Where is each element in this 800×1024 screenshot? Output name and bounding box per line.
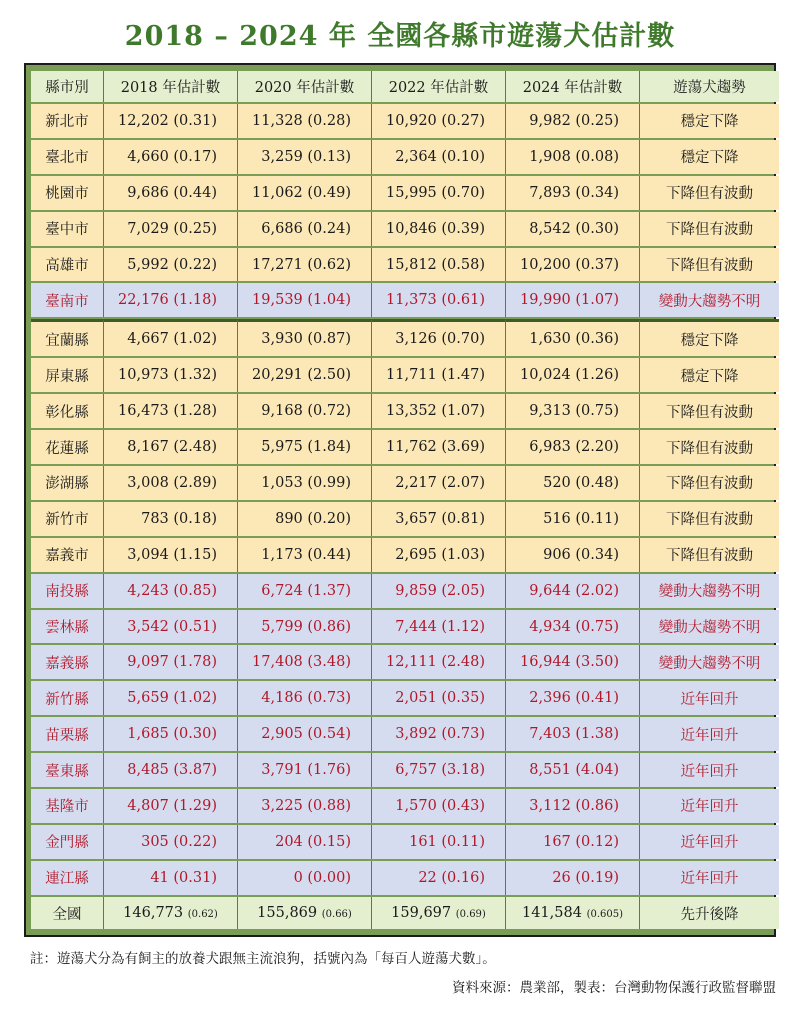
- value-2018-cell: 4,660 (0.17): [103, 140, 237, 174]
- county-cell: 基隆市: [31, 789, 103, 823]
- county-cell: 高雄市: [31, 248, 103, 282]
- value-2018-cell: 5,992 (0.22): [103, 248, 237, 282]
- value-2018-cell: 783 (0.18): [103, 502, 237, 536]
- value-2024-cell: 167 (0.12): [505, 825, 639, 859]
- value-2018-cell: 305 (0.22): [103, 825, 237, 859]
- table-row: [31, 717, 779, 751]
- value-2020-cell: 19,539 (1.04): [237, 283, 371, 317]
- value-2022-cell: 22 (0.16): [371, 861, 505, 895]
- trend-cell: 近年回升: [639, 861, 779, 895]
- table-row: [31, 789, 779, 823]
- value-2022-cell: 12,111 (2.48): [371, 645, 505, 679]
- county-cell: 臺北市: [31, 140, 103, 174]
- trend-cell: 下降但有波動: [639, 394, 779, 428]
- value-2022-cell: 3,892 (0.73): [371, 717, 505, 751]
- county-cell: 澎湖縣: [31, 466, 103, 500]
- county-cell: 連江縣: [31, 861, 103, 895]
- trend-cell: 下降但有波動: [639, 502, 779, 536]
- header-row: [31, 71, 779, 102]
- value-2024-cell: 9,982 (0.25): [505, 104, 639, 138]
- table-row: [31, 502, 779, 536]
- table-row: [31, 574, 779, 608]
- trend-cell: 近年回升: [639, 717, 779, 751]
- value-2020-cell: 1,053 (0.99): [237, 466, 371, 500]
- county-cell: 花蓮縣: [31, 430, 103, 464]
- county-cell: 雲林縣: [31, 610, 103, 644]
- trend-cell: 下降但有波動: [639, 176, 779, 210]
- county-cell: 嘉義縣: [31, 645, 103, 679]
- value-2022-cell: 10,846 (0.39): [371, 212, 505, 246]
- county-cell: 桃園市: [31, 176, 103, 210]
- value-2024-cell: 6,983 (2.20): [505, 430, 639, 464]
- value-2022-cell: 1,570 (0.43): [371, 789, 505, 823]
- value-2024-cell: 1,908 (0.08): [505, 140, 639, 174]
- table-row: [31, 394, 779, 428]
- trend-cell: 近年回升: [639, 681, 779, 715]
- value-2024-cell: 26 (0.19): [505, 861, 639, 895]
- value-2018-cell: 5,659 (1.02): [103, 681, 237, 715]
- value-2020-cell: 11,062 (0.49): [237, 176, 371, 210]
- value-2018-cell: 3,094 (1.15): [103, 538, 237, 572]
- value-2024-cell: 520 (0.48): [505, 466, 639, 500]
- value-2022-cell: 6,757 (3.18): [371, 753, 505, 787]
- page-title: 2018 – 2024 年 全國各縣市遊蕩犬估計數: [124, 21, 676, 52]
- total-2022-rate: (0.69): [455, 909, 486, 920]
- value-2022-cell: 11,711 (1.47): [371, 358, 505, 392]
- table-row: [31, 538, 779, 572]
- trend-cell: 近年回升: [639, 825, 779, 859]
- value-2024-cell: 8,551 (4.04): [505, 753, 639, 787]
- table-row: [31, 466, 779, 500]
- value-2018-cell: 12,202 (0.31): [103, 104, 237, 138]
- value-2024-cell: 516 (0.11): [505, 502, 639, 536]
- trend-cell: 變動大趨勢不明: [639, 574, 779, 608]
- county-cell: 新竹市: [31, 502, 103, 536]
- total-2022-value: 159,697: [391, 905, 452, 921]
- trend-cell: 下降但有波動: [639, 248, 779, 282]
- trend-cell: 變動大趨勢不明: [639, 283, 779, 317]
- table-row: [31, 176, 779, 210]
- trend-cell: 下降但有波動: [639, 212, 779, 246]
- trend-cell: 近年回升: [639, 753, 779, 787]
- value-2022-cell: 3,126 (0.70): [371, 319, 505, 356]
- value-2020-cell: 0 (0.00): [237, 861, 371, 895]
- trend-cell: 下降但有波動: [639, 430, 779, 464]
- county-cell: 嘉義市: [31, 538, 103, 572]
- table-row: [31, 681, 779, 715]
- trend-cell: 穩定下降: [639, 319, 779, 356]
- value-2020-cell: 3,791 (1.76): [237, 753, 371, 787]
- trend-cell: 變動大趨勢不明: [639, 645, 779, 679]
- county-cell: 南投縣: [31, 574, 103, 608]
- value-2018-cell: 8,485 (3.87): [103, 753, 237, 787]
- table-row: [31, 319, 779, 356]
- table-row: [31, 283, 779, 317]
- trend-cell: 下降但有波動: [639, 466, 779, 500]
- header-2018: 2018 年估計數: [103, 71, 237, 102]
- value-2024-cell: 9,313 (0.75): [505, 394, 639, 428]
- table-row: [31, 645, 779, 679]
- trend-cell: 下降但有波動: [639, 538, 779, 572]
- total-2018-rate: (0.62): [187, 909, 218, 920]
- value-2022-cell: 7,444 (1.12): [371, 610, 505, 644]
- table-row: [31, 825, 779, 859]
- trend-cell: 近年回升: [639, 789, 779, 823]
- value-2022-cell: 3,657 (0.81): [371, 502, 505, 536]
- county-cell: 屏東縣: [31, 358, 103, 392]
- value-2020-cell: 6,686 (0.24): [237, 212, 371, 246]
- county-cell: 苗栗縣: [31, 717, 103, 751]
- value-2020-cell: 1,173 (0.44): [237, 538, 371, 572]
- value-2018-cell: 4,667 (1.02): [103, 319, 237, 356]
- total-2018-value: 146,773: [123, 905, 184, 921]
- value-2020-cell: 2,905 (0.54): [237, 717, 371, 751]
- value-2022-cell: 13,352 (1.07): [371, 394, 505, 428]
- source-credit: 資料來源：農業部，製表：台灣動物保護行政監督聯盟: [452, 980, 776, 996]
- table-row: [31, 753, 779, 787]
- value-2018-cell: 10,973 (1.32): [103, 358, 237, 392]
- trend-cell: 變動大趨勢不明: [639, 610, 779, 644]
- value-2024-cell: 3,112 (0.86): [505, 789, 639, 823]
- value-2020-cell: 3,225 (0.88): [237, 789, 371, 823]
- value-2020-cell: 890 (0.20): [237, 502, 371, 536]
- value-2020-cell: 9,168 (0.72): [237, 394, 371, 428]
- value-2022-cell: 9,859 (2.05): [371, 574, 505, 608]
- table-row: [31, 212, 779, 246]
- header-2022: 2022 年估計數: [371, 71, 505, 102]
- value-2018-cell: 9,097 (1.78): [103, 645, 237, 679]
- value-2024-cell: 7,403 (1.38): [505, 717, 639, 751]
- value-2018-cell: 1,685 (0.30): [103, 717, 237, 751]
- value-2020-cell: 4,186 (0.73): [237, 681, 371, 715]
- county-cell: 金門縣: [31, 825, 103, 859]
- value-2020-cell: 5,799 (0.86): [237, 610, 371, 644]
- total-2020-value: 155,869: [257, 905, 318, 921]
- county-cell: 新北市: [31, 104, 103, 138]
- value-2020-cell: 5,975 (1.84): [237, 430, 371, 464]
- table-row: [31, 248, 779, 282]
- value-2020-cell: 17,408 (3.48): [237, 645, 371, 679]
- total-2018: [103, 897, 237, 929]
- value-2018-cell: 9,686 (0.44): [103, 176, 237, 210]
- value-2020-cell: 11,328 (0.28): [237, 104, 371, 138]
- value-2018-cell: 7,029 (0.25): [103, 212, 237, 246]
- value-2020-cell: 6,724 (1.37): [237, 574, 371, 608]
- value-2018-cell: 16,473 (1.28): [103, 394, 237, 428]
- value-2022-cell: 11,762 (3.69): [371, 430, 505, 464]
- value-2018-cell: 4,243 (0.85): [103, 574, 237, 608]
- value-2020-cell: 20,291 (2.50): [237, 358, 371, 392]
- value-2022-cell: 10,920 (0.27): [371, 104, 505, 138]
- value-2022-cell: 15,995 (0.70): [371, 176, 505, 210]
- value-2024-cell: 16,944 (3.50): [505, 645, 639, 679]
- value-2022-cell: 15,812 (0.58): [371, 248, 505, 282]
- value-2020-cell: 17,271 (0.62): [237, 248, 371, 282]
- value-2022-cell: 2,364 (0.10): [371, 140, 505, 174]
- value-2018-cell: 8,167 (2.48): [103, 430, 237, 464]
- trend-cell: 穩定下降: [639, 140, 779, 174]
- total-2022: [371, 897, 505, 929]
- total-2024-value: 141,584: [521, 905, 582, 921]
- value-2022-cell: 2,051 (0.35): [371, 681, 505, 715]
- table-row: [31, 610, 779, 644]
- value-2024-cell: 4,934 (0.75): [505, 610, 639, 644]
- table-row: [31, 430, 779, 464]
- value-2024-cell: 906 (0.34): [505, 538, 639, 572]
- total-2024-rate: (0.605): [586, 909, 623, 920]
- value-2018-cell: 3,008 (2.89): [103, 466, 237, 500]
- data-table: [31, 69, 779, 931]
- value-2024-cell: 10,024 (1.26): [505, 358, 639, 392]
- total-trend: 先升後降: [639, 897, 779, 929]
- county-cell: 宜蘭縣: [31, 319, 103, 356]
- table-row: [31, 358, 779, 392]
- header-2020: 2020 年估計數: [237, 71, 371, 102]
- total-row: [31, 897, 779, 929]
- county-cell: 新竹縣: [31, 681, 103, 715]
- value-2024-cell: 7,893 (0.34): [505, 176, 639, 210]
- value-2018-cell: 22,176 (1.18): [103, 283, 237, 317]
- value-2020-cell: 3,930 (0.87): [237, 319, 371, 356]
- footnote: 註：遊蕩犬分為有飼主的放養犬跟無主流浪狗，括號內為「每百人遊蕩犬數」。: [30, 951, 496, 967]
- trend-cell: 穩定下降: [639, 358, 779, 392]
- value-2024-cell: 8,542 (0.30): [505, 212, 639, 246]
- total-2020: [237, 897, 371, 929]
- value-2022-cell: 11,373 (0.61): [371, 283, 505, 317]
- county-cell: 臺中市: [31, 212, 103, 246]
- table-row: [31, 104, 779, 138]
- county-cell: 臺南市: [31, 283, 103, 317]
- value-2024-cell: 2,396 (0.41): [505, 681, 639, 715]
- value-2024-cell: 9,644 (2.02): [505, 574, 639, 608]
- table-row: [31, 861, 779, 895]
- value-2020-cell: 204 (0.15): [237, 825, 371, 859]
- total-name: 全國: [31, 897, 103, 929]
- value-2018-cell: 41 (0.31): [103, 861, 237, 895]
- county-cell: 臺東縣: [31, 753, 103, 787]
- county-cell: 彰化縣: [31, 394, 103, 428]
- header-2024: 2024 年估計數: [505, 71, 639, 102]
- value-2022-cell: 161 (0.11): [371, 825, 505, 859]
- value-2018-cell: 3,542 (0.51): [103, 610, 237, 644]
- header-trend: 遊蕩犬趨勢: [639, 71, 779, 102]
- value-2024-cell: 10,200 (0.37): [505, 248, 639, 282]
- value-2018-cell: 4,807 (1.29): [103, 789, 237, 823]
- total-2024: [505, 897, 639, 929]
- value-2022-cell: 2,217 (2.07): [371, 466, 505, 500]
- value-2022-cell: 2,695 (1.03): [371, 538, 505, 572]
- header-county: 縣市別: [31, 71, 103, 102]
- data-table-frame: [24, 63, 776, 937]
- value-2020-cell: 3,259 (0.13): [237, 140, 371, 174]
- total-2020-rate: (0.66): [321, 909, 352, 920]
- table-body: [31, 104, 779, 895]
- table-row: [31, 140, 779, 174]
- value-2024-cell: 19,990 (1.07): [505, 283, 639, 317]
- trend-cell: 穩定下降: [639, 104, 779, 138]
- value-2024-cell: 1,630 (0.36): [505, 319, 639, 356]
